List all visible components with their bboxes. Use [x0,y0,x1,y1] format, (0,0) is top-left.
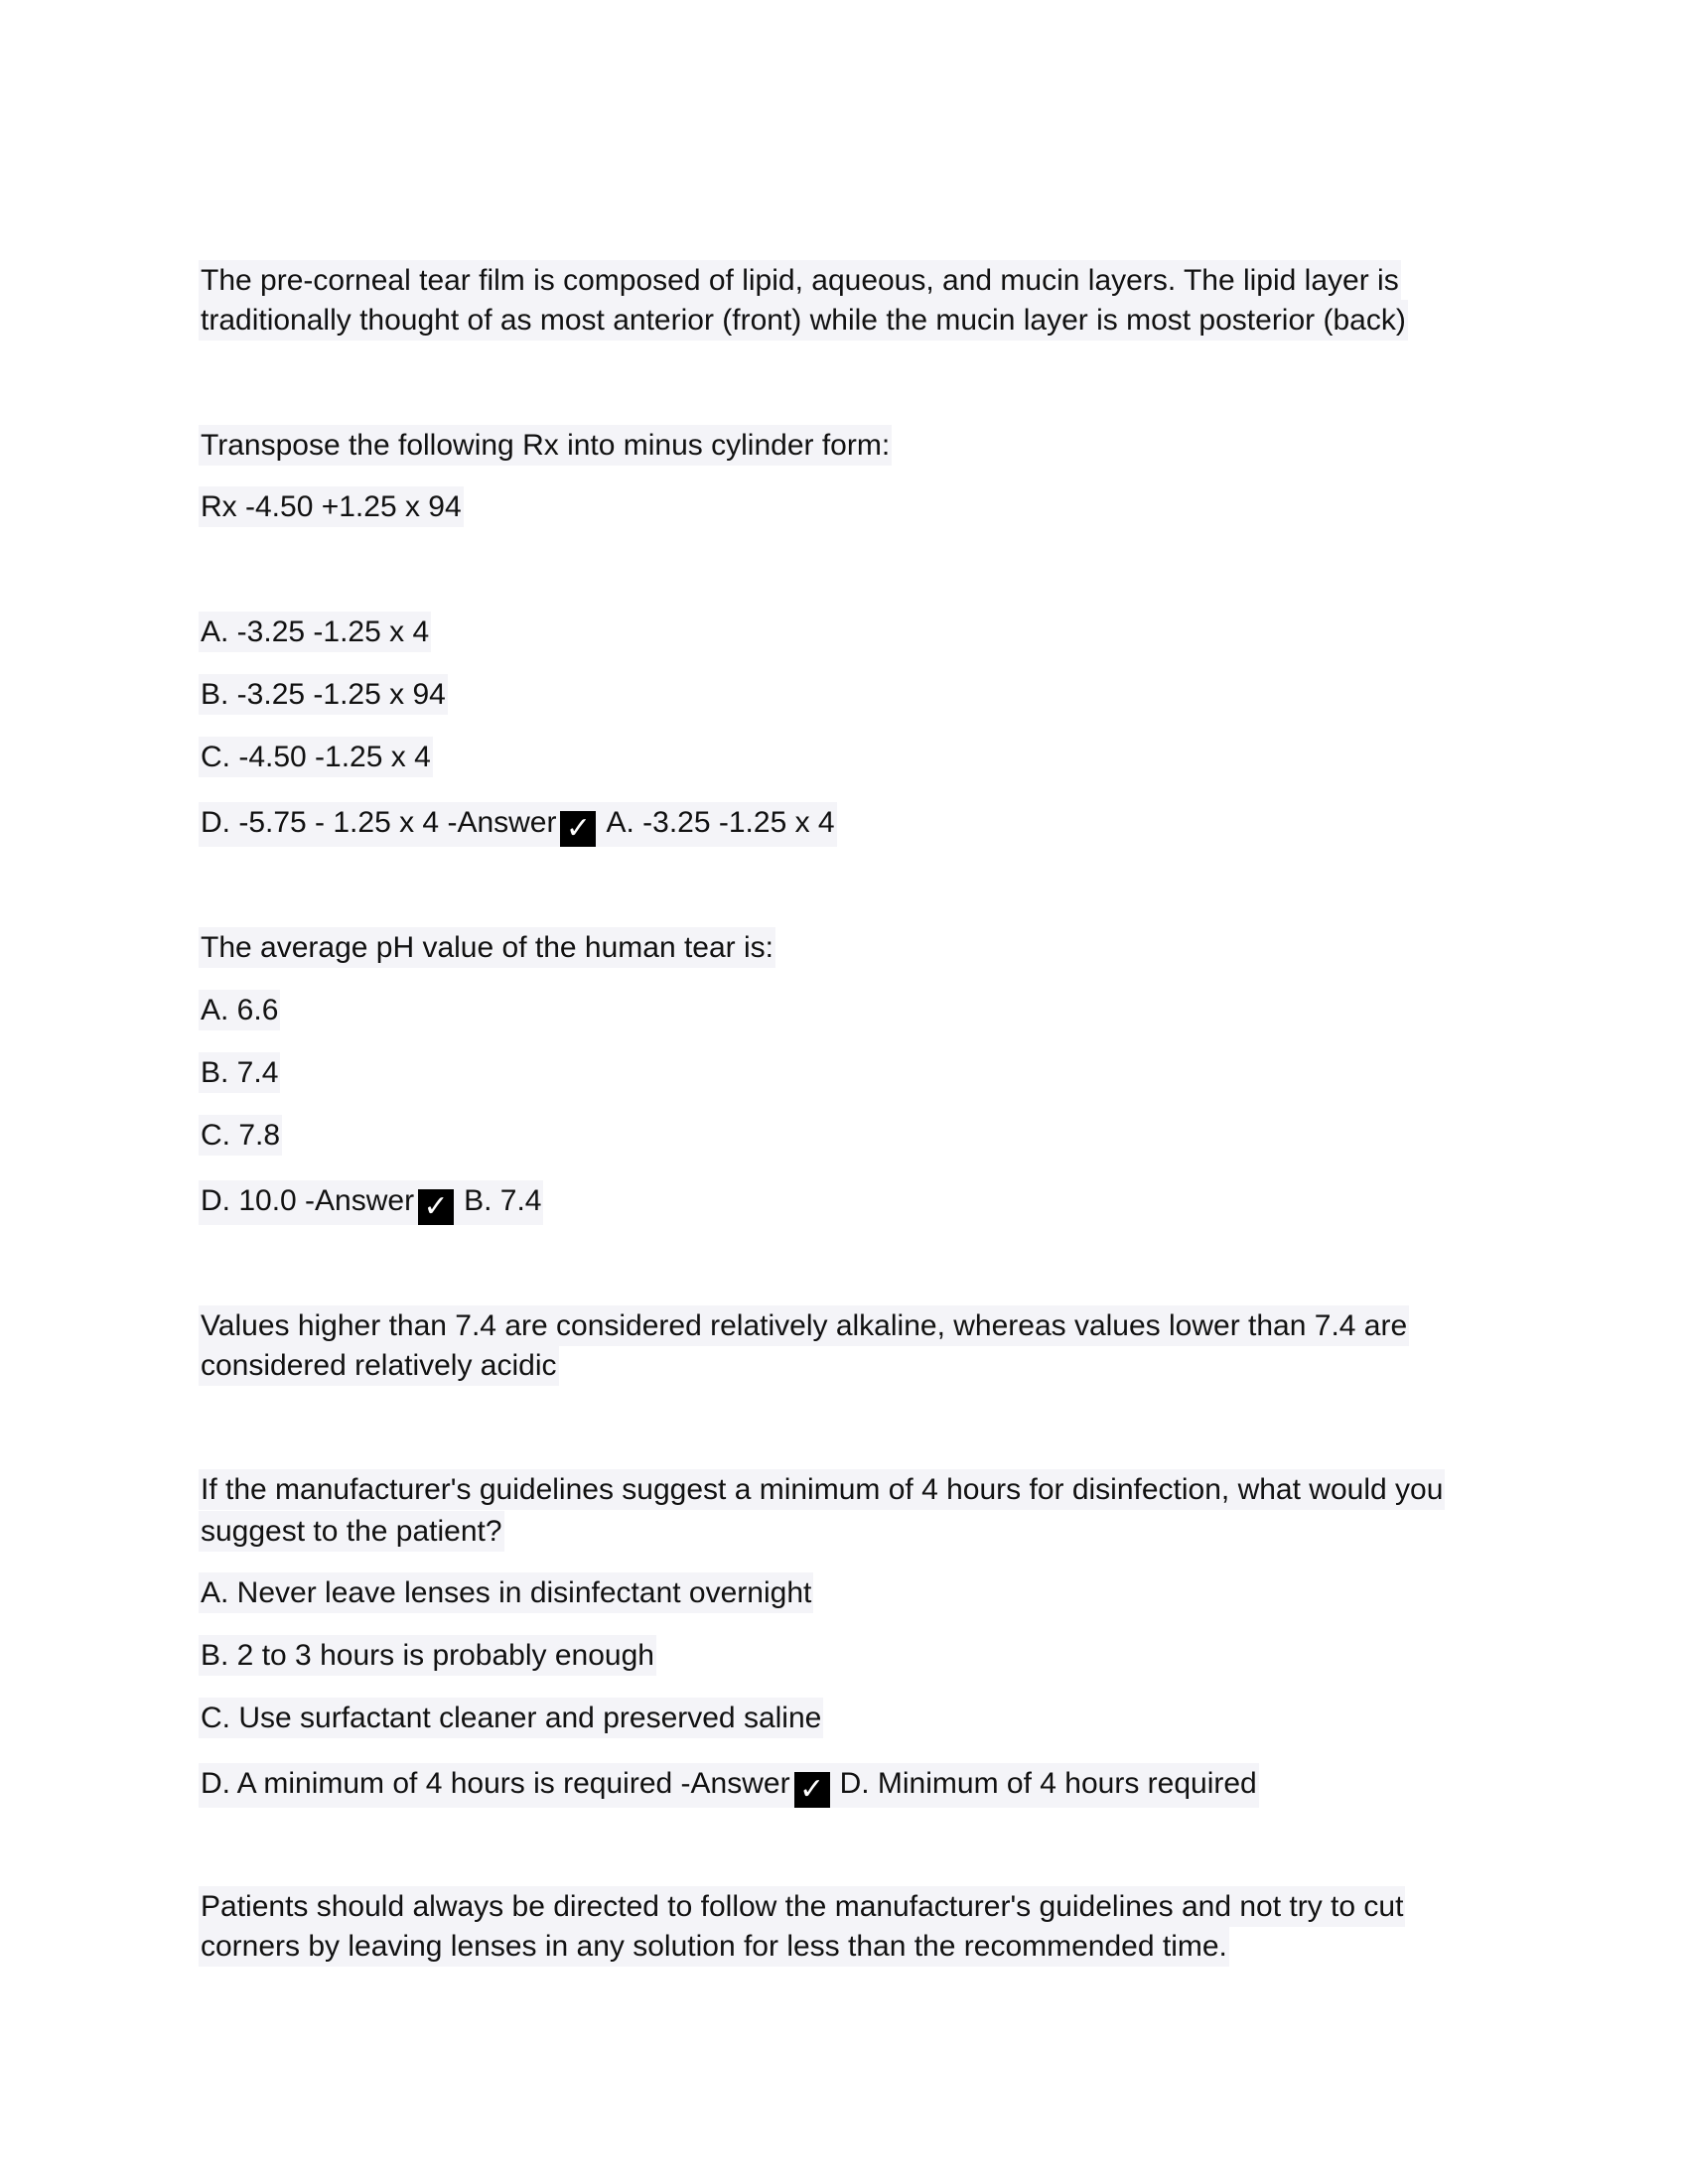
question-1-option-a: A. -3.25 -1.25 x 4 [199,612,431,652]
question-1-prompt: Transpose the following Rx into minus cylinder form: [199,425,892,466]
question-1-option-d-answer-row [199,802,837,847]
ph-text-line-1: Values higher than 7.4 are considered relatively alkaline, whereas values lower than 7.4 are [199,1305,1409,1346]
question-3-option-c: C. Use surfactant cleaner and preserved saline [199,1698,823,1738]
question-3-option-b: B. 2 to 3 hours is probably enough [199,1635,656,1676]
question-2-option-c: C. 7.8 [199,1115,282,1156]
question-1-option-b: B. -3.25 -1.25 x 94 [199,674,448,715]
checkmark-icon: ✓ [794,1772,830,1808]
tear-film-text-line-2: traditionally thought of as most anterior (front) while the mucin layer is most posterior (back) [199,300,1408,341]
question-3-option-d-answer-row [199,1763,1259,1808]
question-3-prompt-line-2: suggest to the patient? [199,1511,504,1552]
question-2-option-a: A. 6.6 [199,990,280,1030]
ph-text-line-2: considered relatively acidic [199,1345,559,1386]
question-2-prompt: The average pH value of the human tear is: [199,927,775,968]
question-3-option-d: D. A minimum of 4 hours is required -Answer [201,1767,790,1800]
question-2-option-b: B. 7.4 [199,1052,280,1093]
question-3-answer: D. Minimum of 4 hours required [839,1767,1257,1800]
question-3-prompt-line-1: If the manufacturer's guidelines suggest a minimum of 4 hours for disinfection, what would you [199,1469,1445,1510]
tear-film-text-line-1: The pre-corneal tear film is composed of lipid, aqueous, and mucin layers. The lipid layer is [199,260,1401,301]
question-2-answer: B. 7.4 [464,1184,542,1217]
question-1-option-c: C. -4.50 -1.25 x 4 [199,737,433,777]
guidelines-text-line-1: Patients should always be directed to follow the manufacturer's guidelines and not try to cut [199,1886,1405,1927]
checkmark-icon: ✓ [560,811,596,847]
question-3-option-a: A. Never leave lenses in disinfectant overnight [199,1572,813,1613]
guidelines-text-line-2: corners by leaving lenses in any solution for less than the recommended time. [199,1926,1229,1967]
question-2-option-d-answer-row [199,1180,543,1225]
question-2-option-d: D. 10.0 -Answer [201,1184,415,1217]
question-1-answer: A. -3.25 -1.25 x 4 [606,806,835,839]
question-1-option-d: D. -5.75 - 1.25 x 4 -Answer [201,806,557,839]
question-1-rx: Rx -4.50 +1.25 x 94 [199,486,464,527]
checkmark-icon: ✓ [418,1189,454,1225]
